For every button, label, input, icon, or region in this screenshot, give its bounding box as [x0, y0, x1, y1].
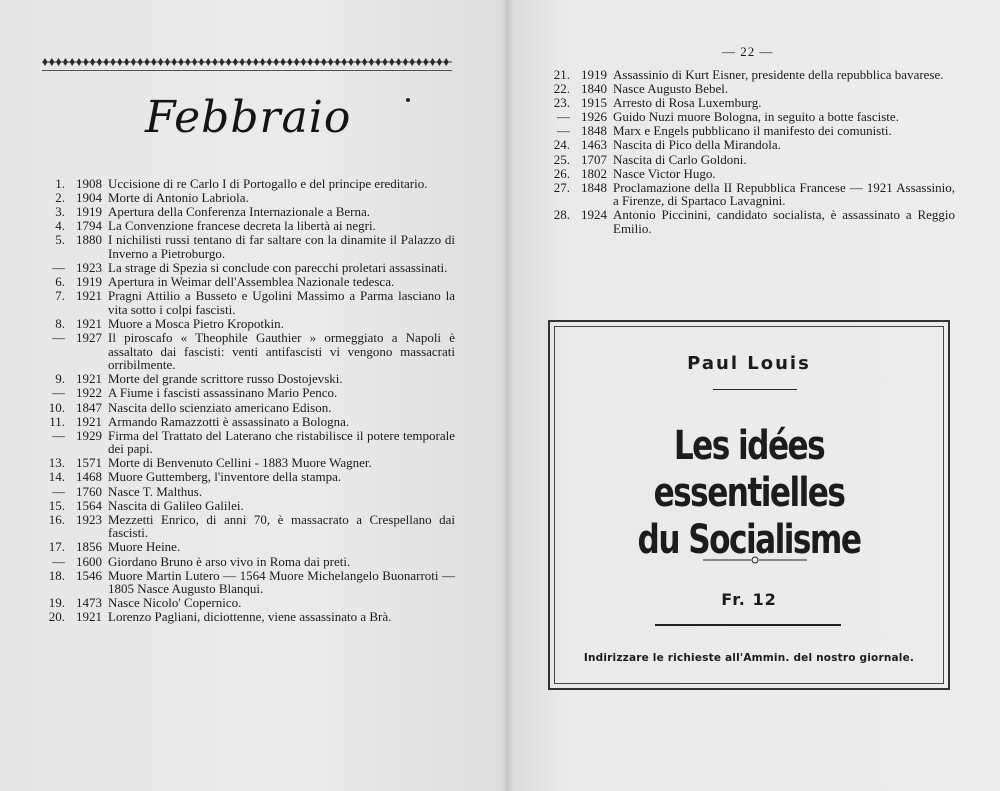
calendar-entry [545, 181, 955, 208]
entry-day: — [557, 109, 570, 125]
ad-book-title [598, 423, 901, 564]
entry-year: 1921 [76, 371, 102, 387]
entry-text: Giordano Bruno è arso vivo in Roma dai preti. [108, 553, 351, 569]
entry-year: 1848 [581, 179, 607, 195]
entry-day: 9. [55, 371, 65, 387]
month-title: Febbraio [145, 92, 352, 143]
entry-year: 1923 [76, 511, 102, 527]
entry-year: 1840 [581, 81, 607, 97]
entry-year: 1847 [76, 399, 102, 415]
entry-text: Nasce Augusto Bebel. [613, 81, 729, 97]
entry-day: 18. [48, 567, 65, 583]
entry-day: 14. [48, 469, 65, 485]
ad-circle-divider [703, 556, 807, 564]
calendar-entry [40, 429, 455, 456]
entry-day: 5. [55, 232, 65, 248]
entry-day: 15. [48, 497, 65, 513]
entry-text: Armando Ramazzotti è assassinato a Bologna. [108, 413, 350, 429]
book-gutter [500, 0, 514, 791]
calendar-entry [545, 167, 955, 181]
entry-text: Lorenzo Pagliani, diciottenne, viene assassinato a Brà. [108, 609, 392, 625]
entry-day: 17. [48, 539, 65, 555]
entry-day: 7. [55, 288, 65, 304]
entry-text: Nascita di Pico della Mirandola. [613, 137, 781, 153]
ad-price: Fr. 12 [721, 590, 777, 609]
calendar-entry [545, 124, 955, 138]
entry-year: 1927 [76, 330, 102, 346]
entry-year: 1919 [76, 204, 102, 220]
entry-day: 8. [55, 315, 65, 331]
book-advertisement [548, 320, 950, 690]
entry-text: Uccisione di re Carlo I di Portogallo e del principe ereditario. [108, 176, 428, 191]
entry-text: Firma del Trattato del Laterano che ristabilisce il potere temporale dei papi. [108, 427, 455, 457]
calendar-entry [40, 205, 455, 219]
calendar-entry [40, 289, 455, 316]
entry-year: 1760 [76, 483, 102, 499]
entry-text: Nasce T. Malthus. [108, 483, 203, 499]
calendar-entry [40, 177, 455, 191]
entry-day: — [52, 260, 65, 276]
entry-day: 23. [553, 95, 570, 111]
entry-text: Guido Nuzi muore Bologna, in seguito a botte fasciste. [613, 109, 899, 125]
entry-year: 1802 [581, 165, 607, 181]
entry-text: Nascita dello scienziato americano Edison. [108, 399, 332, 415]
calendar-entry [40, 610, 455, 624]
entry-year: 1546 [76, 567, 102, 583]
entry-year: 1926 [581, 109, 607, 125]
ink-speck [406, 98, 410, 102]
calendar-entry [40, 415, 455, 429]
entry-text: Morte di Antonio Labriola. [108, 190, 249, 206]
entry-year: 1921 [76, 413, 102, 429]
entry-text: I nichilisti russi tentano di far saltare con la dinamite il Palazzo di Inverno a Pietroburgo. [108, 232, 455, 261]
entry-year: 1922 [76, 385, 102, 401]
calendar-entry [40, 261, 455, 275]
calendar-entry [40, 401, 455, 415]
entry-day: — [52, 330, 65, 346]
entry-year: 1929 [76, 427, 102, 443]
entry-year: 1919 [581, 67, 607, 82]
entry-year: 1473 [76, 595, 102, 611]
entry-day: 28. [553, 207, 570, 223]
entry-year: 1921 [76, 315, 102, 331]
entry-year: 1848 [581, 123, 607, 139]
entry-day: 2. [55, 190, 65, 206]
entry-day: 21. [553, 67, 570, 82]
advertisement-inner-frame [554, 326, 944, 684]
entry-day: 16. [48, 511, 65, 527]
page-number: — 22 — [722, 44, 774, 59]
entry-year: 1880 [76, 232, 102, 248]
calendar-entry [40, 569, 455, 596]
entry-year: 1794 [76, 218, 102, 234]
calendar-entry [40, 513, 455, 540]
calendar-entry [40, 470, 455, 484]
entry-year: 1921 [76, 609, 102, 625]
calendar-entry [40, 331, 455, 372]
entry-day: 1. [55, 176, 65, 191]
entry-day: 22. [553, 81, 570, 97]
entry-text: Marx e Engels pubblicano il manifesto dei comunisti. [613, 123, 892, 139]
calendar-entry [545, 68, 955, 82]
entry-text: Il piroscafo « Theophile Gauthier » ormeggiato a Napoli è assaltato dai fascisti: venti antifascisti vi vengono massacrati orribilmente. [108, 330, 455, 373]
left-calendar-list [40, 177, 455, 625]
entry-text: Pragni Attilio a Busseto e Ugolini Massimo a Parma lasciano la vita sotto i colpi fascisti. [108, 288, 455, 317]
entry-text: La strage di Spezia si conclude con parecchi proletari assassinati. [108, 260, 448, 276]
entry-year: 1919 [76, 274, 102, 290]
calendar-entry [40, 372, 455, 386]
entry-text: Apertura in Weimar dell'Assemblea Nazionale tedesca. [108, 274, 395, 290]
entry-day: 3. [55, 204, 65, 220]
calendar-entry [545, 153, 955, 167]
entry-text: Mezzetti Enrico, di anni 70, è massacrato a Crespellano dai fascisti. [108, 511, 455, 541]
entry-text: Arresto di Rosa Luxemburg. [613, 95, 762, 111]
calendar-entry [40, 499, 455, 513]
entry-day: 24. [553, 137, 570, 153]
entry-text: Nasce Nicolo' Copernico. [108, 595, 242, 611]
calendar-entry [40, 233, 455, 260]
calendar-entry [40, 485, 455, 499]
entry-day: — [52, 385, 65, 401]
entry-text: Muore a Mosca Pietro Kropotkin. [108, 315, 284, 331]
entry-text: Nascita di Carlo Goldoni. [613, 151, 747, 167]
entry-year: 1915 [581, 95, 607, 111]
calendar-entry [40, 275, 455, 289]
entry-year: 1600 [76, 553, 102, 569]
entry-year: 1904 [76, 190, 102, 206]
entry-day: 11. [49, 413, 65, 429]
entry-text: La Convenzione francese decreta la libertà ai negri. [108, 218, 376, 234]
entry-year: 1921 [76, 288, 102, 304]
entry-day: 25. [553, 151, 570, 167]
calendar-entry [40, 456, 455, 470]
entry-day: — [52, 427, 65, 443]
entry-text: Nascita di Galileo Galilei. [108, 497, 244, 513]
entry-text: Muore Guttemberg, l'inventore della stampa. [108, 469, 342, 485]
entry-day: 19. [48, 595, 65, 611]
entry-text: Apertura della Conferenza Internazionale a Berna. [108, 204, 371, 220]
entry-day: — [557, 123, 570, 139]
entry-day: 26. [553, 165, 570, 181]
entry-year: 1463 [581, 137, 607, 153]
entry-day: 4. [55, 218, 65, 234]
calendar-entry [40, 191, 455, 205]
entry-year: 1468 [76, 469, 102, 485]
ad-author: Paul Louis [687, 353, 811, 374]
entry-year: 1908 [76, 176, 102, 191]
entry-year: 1923 [76, 260, 102, 276]
entry-day: — [52, 553, 65, 569]
entry-year: 1707 [581, 151, 607, 167]
calendar-entry [545, 110, 955, 124]
ornament-underline-rule [42, 70, 452, 71]
entry-day: 20. [48, 609, 65, 625]
entry-text: Muore Martin Lutero — 1564 Muore Michelangelo Buonarroti — 1805 Nasce Augusto Blanqui. [108, 567, 455, 597]
entry-year: 1564 [76, 497, 102, 513]
ad-title-line-1: Les idées essentielles [653, 423, 845, 516]
entry-text: Muore Heine. [108, 539, 181, 555]
entry-day: 27. [553, 179, 570, 195]
entry-text: Morte di Benvenuto Cellini - 1883 Muore Wagner. [108, 455, 372, 471]
decorative-border-ornament [42, 57, 452, 67]
ad-footer-note: Indirizzare le richieste all'Ammin. del nostro giornale. [583, 652, 915, 664]
ad-divider-top [713, 389, 797, 390]
entry-day: — [52, 483, 65, 499]
entry-year: 1924 [581, 207, 607, 223]
calendar-entry [545, 96, 955, 110]
entry-year: 1571 [76, 455, 102, 471]
calendar-entry [40, 317, 455, 331]
ad-title-line-2: du Socialisme [637, 517, 861, 563]
calendar-entry [545, 82, 955, 96]
calendar-entry [40, 555, 455, 569]
right-calendar-list [545, 68, 955, 236]
entry-text: Assassinio di Kurt Eisner, presidente della repubblica bavarese. [613, 67, 944, 82]
entry-year: 1856 [76, 539, 102, 555]
calendar-entry [545, 138, 955, 152]
calendar-entry [40, 540, 455, 554]
ad-divider-bottom [655, 624, 841, 626]
entry-text: Antonio Piccinini, candidato socialista, è assassinato a Reggio Emilio. [613, 207, 955, 237]
calendar-entry [40, 596, 455, 610]
entry-day: 13. [48, 455, 65, 471]
entry-text: Nasce Victor Hugo. [613, 165, 716, 181]
calendar-entry [40, 219, 455, 233]
entry-text: Morte del grande scrittore russo Dostojevski. [108, 371, 343, 387]
entry-text: A Fiume i fascisti assassinano Mario Penco. [108, 385, 338, 401]
entry-day: 6. [55, 274, 65, 290]
entry-text: Proclamazione della II Repubblica Francese — 1921 Assassinio, a Firenze, di Spartaco Lavagnini. [613, 179, 955, 209]
calendar-entry [545, 208, 955, 235]
entry-day: 10. [48, 399, 65, 415]
calendar-entry [40, 386, 455, 400]
